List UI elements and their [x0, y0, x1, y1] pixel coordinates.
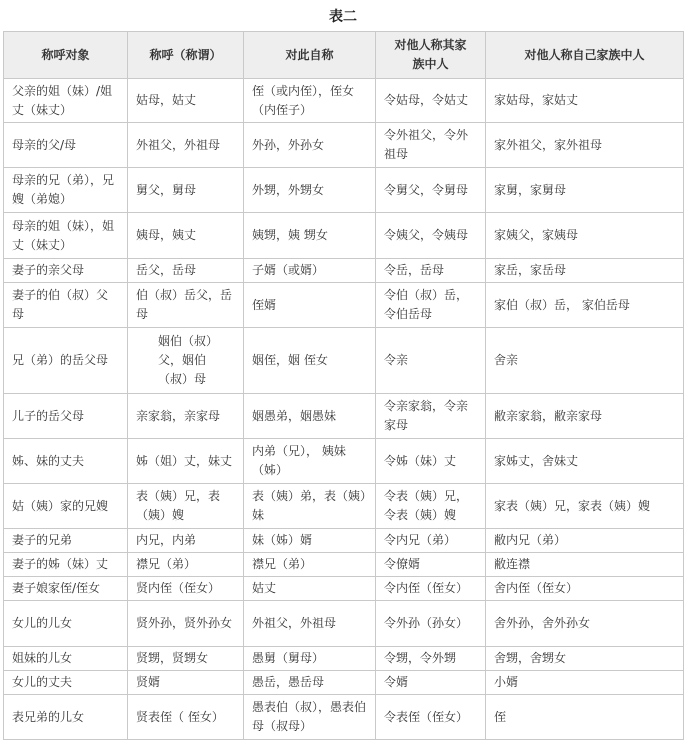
table-cell: 姻伯（叔）父，姻伯（叔）母: [128, 328, 244, 394]
table-cell: 女儿的丈夫: [4, 671, 128, 695]
table-cell: 贤甥，贤甥女: [128, 647, 244, 671]
table-row: [4, 439, 684, 484]
table-cell: 妻子的伯（叔）父母: [4, 283, 128, 328]
table-row: [4, 577, 684, 601]
table-cell: 姐妹的儿女: [4, 647, 128, 671]
column-header-address: 称呼（称谓）: [128, 32, 244, 79]
table-cell: 贤婿: [128, 671, 244, 695]
table-row: [4, 601, 684, 647]
table-cell: 令内侄（侄女）: [376, 577, 486, 601]
table-cell: 小婿: [486, 671, 684, 695]
table-row: [4, 484, 684, 529]
table-cell: 伯（叔）岳父，岳母: [128, 283, 244, 328]
table-row: [4, 79, 684, 123]
table-cell: 家岳，家岳母: [486, 259, 684, 283]
table-cell: 舍甥，舍甥女: [486, 647, 684, 671]
table-cell: 令姑母，令姑丈: [376, 79, 486, 123]
table-cell: 侄婿: [244, 283, 376, 328]
table-cell: 敝内兄（弟）: [486, 529, 684, 553]
table-cell: 儿子的岳父母: [4, 394, 128, 439]
table-cell: 外祖父，外祖母: [244, 601, 376, 647]
table-cell: 姑（姨）家的兄嫂: [4, 484, 128, 529]
table-cell: 家姨父，家姨母: [486, 213, 684, 259]
table-cell: 表兄弟的儿女: [4, 695, 128, 740]
table-row: [4, 283, 684, 328]
table-cell: 令舅父，令舅母: [376, 168, 486, 213]
table-cell: 令表侄（侄女）: [376, 695, 486, 740]
table-cell: 姑母，姑丈: [128, 79, 244, 123]
table-cell: 襟兄（弟）: [244, 553, 376, 577]
table-cell: 令甥，令外甥: [376, 647, 486, 671]
table-cell: 外祖父，外祖母: [128, 123, 244, 168]
table-cell: 愚表伯（叔），愚表伯母（叔母）: [244, 695, 376, 740]
table-cell: 内弟（兄）， 姨妹（姊）: [244, 439, 376, 484]
table-row: [4, 123, 684, 168]
table-cell: 外甥，外甥女: [244, 168, 376, 213]
table-cell: 愚舅（舅母）: [244, 647, 376, 671]
table-cell: 母亲的姐（妹），姐丈（妹丈）: [4, 213, 128, 259]
table-cell: 外孙，外孙女: [244, 123, 376, 168]
column-header-their-family: 对他人称其家族中人: [376, 32, 486, 79]
table-cell: 家伯（叔）岳， 家伯岳母: [486, 283, 684, 328]
table-cell: 令姊（妹）丈: [376, 439, 486, 484]
header-row: [4, 32, 684, 79]
table-cell: 令僚婿: [376, 553, 486, 577]
table-row: [4, 259, 684, 283]
table-cell: 母亲的父/母: [4, 123, 128, 168]
table-cell: 令内兄（弟）: [376, 529, 486, 553]
table-cell: 父亲的姐（妹）/姐丈（妹丈）: [4, 79, 128, 123]
table-row: [4, 671, 684, 695]
table-cell: 贤外孙，贤外孙女: [128, 601, 244, 647]
table-cell: 舍内侄（侄女）: [486, 577, 684, 601]
table-cell: 妹（姊）婿: [244, 529, 376, 553]
table-cell: 姨母，姨丈: [128, 213, 244, 259]
table-cell: 家外祖父，家外祖母: [486, 123, 684, 168]
table-cell: 家表（姨）兄，家表（姨）嫂: [486, 484, 684, 529]
table-row: [4, 553, 684, 577]
table-cell: 女儿的儿女: [4, 601, 128, 647]
table-cell: 令外祖父，令外祖母: [376, 123, 486, 168]
table-cell: 令岳，岳母: [376, 259, 486, 283]
table-cell: 舅父，舅母: [128, 168, 244, 213]
table-cell: 舍外孙，舍外孙女: [486, 601, 684, 647]
table-cell: 姻侄，姻 侄女: [244, 328, 376, 394]
table-cell: 姊、妹的丈夫: [4, 439, 128, 484]
table-row: [4, 213, 684, 259]
column-header-own-family: 对他人称自己家族中人: [486, 32, 684, 79]
table-cell: 令亲家翁，令亲家母: [376, 394, 486, 439]
table-cell: 敝连襟: [486, 553, 684, 577]
table-cell: 令婿: [376, 671, 486, 695]
table-cell: 家姊丈，舍妹丈: [486, 439, 684, 484]
table-cell: 内兄，内弟: [128, 529, 244, 553]
table-row: [4, 695, 684, 740]
table-cell: 贤表侄（ 侄女）: [128, 695, 244, 740]
table-cell: 子婿（或婿）: [244, 259, 376, 283]
column-header-self-reference: 对此自称: [244, 32, 376, 79]
table-row: [4, 647, 684, 671]
table-cell: 表（姨）兄，表（姨）嫂: [128, 484, 244, 529]
table-cell: 令外孙（孙女）: [376, 601, 486, 647]
table-cell: 家姑母，家姑丈: [486, 79, 684, 123]
table-cell: 敝亲家翁，敝亲家母: [486, 394, 684, 439]
table-cell: 令伯（叔）岳，令伯岳母: [376, 283, 486, 328]
kinship-table: [3, 31, 684, 740]
table-cell: 侄（或内侄），侄女（内侄子）: [244, 79, 376, 123]
table-cell: 令姨父，令姨母: [376, 213, 486, 259]
table-cell: 妻子娘家侄/侄女: [4, 577, 128, 601]
column-header-target: 称呼对象: [4, 32, 128, 79]
table-row: [4, 328, 684, 394]
table-cell: 姑丈: [244, 577, 376, 601]
table-cell: 令表（姨）兄，令表（姨）嫂: [376, 484, 486, 529]
table-caption: 表二: [329, 9, 357, 25]
table-cell: 亲家翁，亲家母: [128, 394, 244, 439]
table-cell: 姊（姐）丈，妹丈: [128, 439, 244, 484]
table-cell: 侄: [486, 695, 684, 740]
table-cell: 母亲的兄（弟），兄嫂（弟媳）: [4, 168, 128, 213]
table-cell: 妻子的姊（妹）丈: [4, 553, 128, 577]
table-cell: 襟兄（弟）: [128, 553, 244, 577]
table-cell: 令亲: [376, 328, 486, 394]
table-cell: 岳父，岳母: [128, 259, 244, 283]
table-cell: 姻愚弟，姻愚妹: [244, 394, 376, 439]
table-row: [4, 394, 684, 439]
table-cell: 舍亲: [486, 328, 684, 394]
table-cell: 姨甥，姨 甥女: [244, 213, 376, 259]
table-row: [4, 529, 684, 553]
table-row: [4, 168, 684, 213]
table-cell: 兄（弟）的岳父母: [4, 328, 128, 394]
table-cell: 家舅，家舅母: [486, 168, 684, 213]
table-cell: 贤内侄（侄女）: [128, 577, 244, 601]
table-cell: 表（姨）弟，表（姨）妹: [244, 484, 376, 529]
table-cell: 妻子的兄弟: [4, 529, 128, 553]
table-cell: 妻子的亲父母: [4, 259, 128, 283]
table-cell: 愚岳，愚岳母: [244, 671, 376, 695]
